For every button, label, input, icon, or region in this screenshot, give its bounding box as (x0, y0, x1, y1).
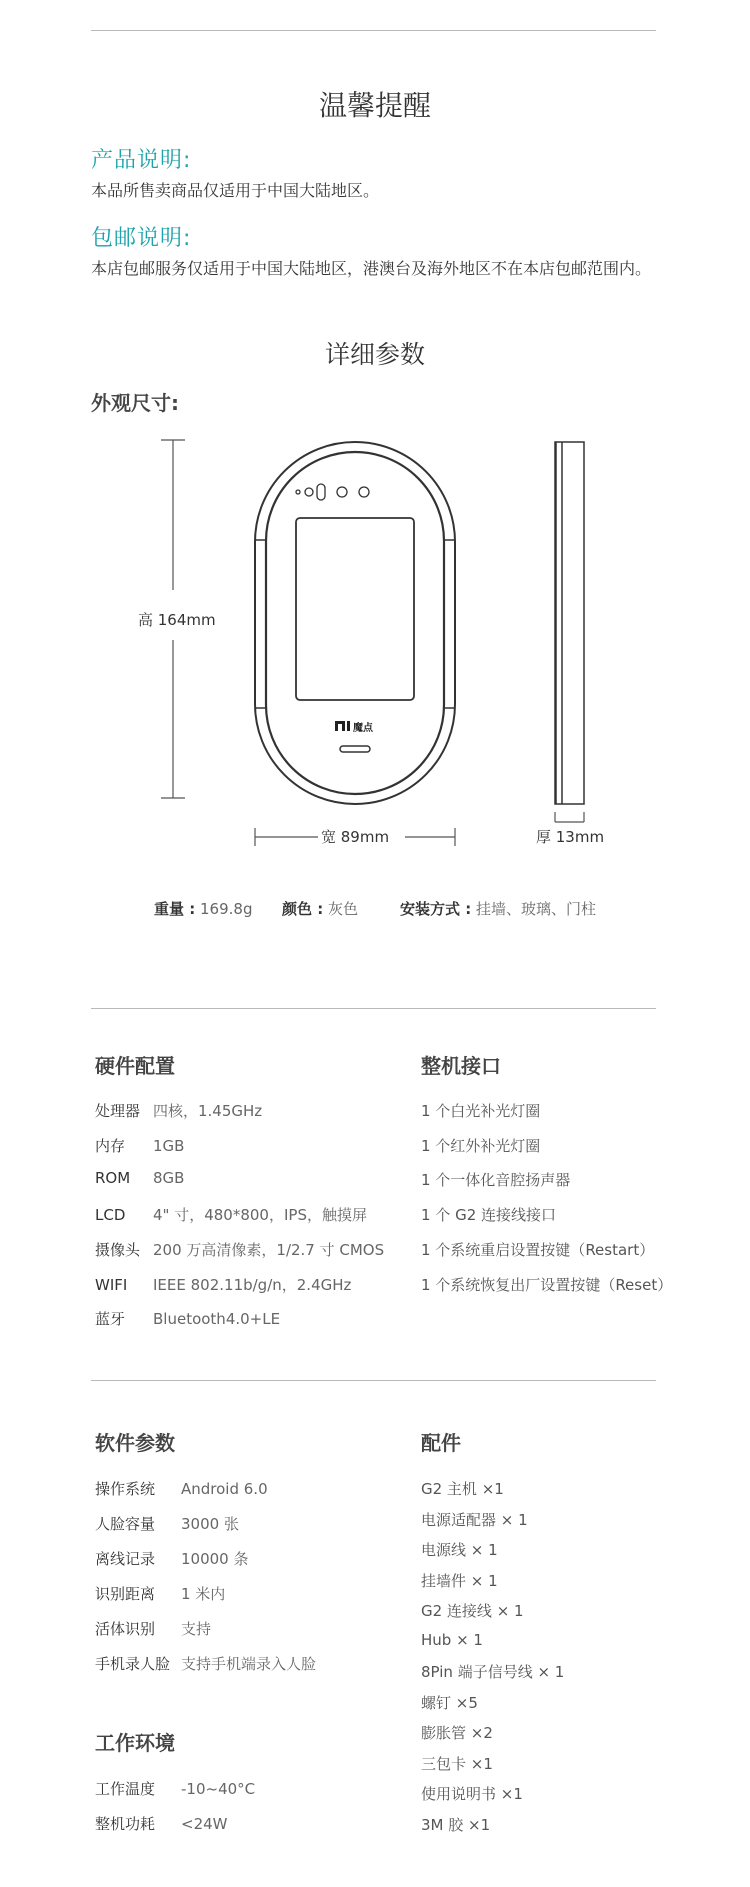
accessory-item: 8Pin 端子信号线 × 1 (421, 1663, 565, 1681)
device-outer-frame (255, 442, 455, 804)
environment-row (95, 1778, 255, 1799)
interface-item: 1 个一体化音腔扬声器 (421, 1171, 571, 1190)
software-row-value: 1 米内 (181, 1585, 226, 1603)
interface-item: 1 个 G2 连接线接口 (421, 1206, 557, 1225)
software-row-value: Android 6.0 (181, 1480, 268, 1498)
accessory-item: 挂墙件 × 1 (421, 1571, 498, 1590)
software-row (95, 1548, 249, 1569)
hardware-row (95, 1274, 351, 1295)
spec-weight: 重量 : 169.8g (154, 900, 253, 918)
interface-item: 1 个红外补光灯圈 (421, 1136, 541, 1155)
accessory-item: Hub × 1 (421, 1630, 483, 1649)
product-text: 本品所售卖商品仅适用于中国大陆地区。 (91, 181, 380, 200)
home-button (340, 746, 370, 752)
appearance-heading: 外观尺寸: (91, 391, 179, 415)
software-row (95, 1478, 268, 1499)
divider (91, 1380, 656, 1381)
brand-logo (335, 721, 350, 731)
environment-row-key: 整机功耗 (95, 1815, 156, 1833)
device-dimension-drawing (120, 430, 640, 850)
camera-sensors (296, 484, 369, 500)
software-row-value: 支持手机端录入人脸 (181, 1655, 317, 1673)
environment-row (95, 1813, 228, 1834)
hardware-row-value: 1GB (153, 1136, 185, 1155)
software-row-value: 10000 条 (181, 1550, 249, 1568)
software-row (95, 1653, 316, 1674)
hardware-row (95, 1135, 184, 1156)
hardware-row-value: 8GB (153, 1169, 185, 1188)
hardware-row (95, 1100, 262, 1121)
hardware-row-key: 摄像头 (95, 1240, 141, 1259)
interface-item: 1 个系统重启设置按键（Restart） (421, 1240, 655, 1259)
hardware-row-value: IEEE 802.11b/g/n，2.4GHz (153, 1275, 352, 1294)
accessory-item: 螺钉 ×5 (421, 1693, 478, 1712)
software-row-key: 活体识别 (95, 1620, 156, 1638)
divider (91, 30, 656, 31)
software-row (95, 1618, 211, 1639)
depth-dimension-line (555, 812, 584, 822)
spec-color: 颜色 : 灰色 (282, 900, 359, 918)
hardware-row-value: 200 万高清像素，1/2.7 寸 CMOS (153, 1240, 385, 1259)
shipping-heading: 包邮说明: (91, 226, 192, 251)
software-row (95, 1583, 225, 1604)
details-title: 详细参数 (324, 340, 425, 369)
hardware-row-key: WIFI (95, 1275, 128, 1294)
accessory-item: 使用说明书 ×1 (421, 1785, 523, 1803)
hardware-row-key: ROM (95, 1169, 131, 1188)
hardware-row-key: LCD (95, 1206, 126, 1225)
environment-row-value: -10~40°C (181, 1780, 256, 1798)
product-heading: 产品说明: (91, 148, 192, 173)
accessory-item: G2 连接线 × 1 (421, 1602, 524, 1620)
environment-heading: 工作环境 (95, 1731, 175, 1755)
hardware-row-value: 4" 寸，480*800，IPS，触摸屏 (153, 1206, 367, 1225)
accessory-item: 电源适配器 × 1 (421, 1510, 528, 1529)
interface-item: 1 个系统恢复出厂设置按键（Reset） (421, 1275, 673, 1294)
hardware-row-value: Bluetooth4.0+LE (153, 1310, 281, 1329)
software-row (95, 1513, 239, 1534)
software-row-key: 人脸容量 (95, 1515, 156, 1533)
shipping-text: 本店包邮服务仅适用于中国大陆地区，港澳台及海外地区不在本店包邮范围内。 (91, 259, 652, 278)
software-heading: 软件参数 (95, 1431, 175, 1455)
device-inner-frame (266, 452, 444, 794)
accessory-item: 三包卡 ×1 (421, 1754, 493, 1773)
device-screen (296, 518, 414, 700)
width-label: 宽 89mm (321, 828, 390, 846)
accessory-item: 膨胀管 ×2 (421, 1724, 493, 1742)
interfaces-heading: 整机接口 (421, 1054, 501, 1078)
depth-label: 厚 13mm (536, 828, 605, 846)
software-row-key: 操作系统 (95, 1480, 156, 1498)
software-row-key: 离线记录 (95, 1550, 156, 1568)
notice-title: 温馨提醒 (318, 89, 431, 122)
software-row-value: 支持 (181, 1620, 212, 1638)
hardware-row (95, 1204, 367, 1225)
brand-logo-text: 魔点 (353, 723, 373, 734)
accessory-item: 3M 胶 ×1 (421, 1815, 491, 1834)
interface-item: 1 个白光补光灯圈 (421, 1102, 541, 1120)
hardware-row (95, 1308, 280, 1329)
hardware-row-key: 内存 (95, 1136, 126, 1155)
environment-row-value: <24W (181, 1815, 228, 1833)
hardware-row-key: 蓝牙 (95, 1310, 126, 1329)
height-label: 高 164mm (138, 611, 216, 629)
device-side-view (555, 442, 584, 804)
hardware-row-key: 处理器 (95, 1102, 141, 1120)
spec-install: 安装方式 : 挂墙、玻璃、门柱 (400, 900, 597, 918)
environment-row-key: 工作温度 (95, 1780, 156, 1798)
accessories-heading: 配件 (421, 1431, 461, 1455)
divider (91, 1008, 656, 1009)
hardware-row-value: 四核，1.45GHz (153, 1102, 263, 1120)
accessory-item: G2 主机 ×1 (421, 1480, 504, 1498)
hardware-row (95, 1169, 184, 1187)
software-row-key: 手机录人脸 (95, 1655, 171, 1673)
hardware-heading: 硬件配置 (95, 1054, 175, 1078)
hardware-row (95, 1239, 384, 1260)
software-row-key: 识别距离 (95, 1585, 156, 1603)
software-row-value: 3000 张 (181, 1515, 239, 1533)
accessory-item: 电源线 × 1 (421, 1541, 498, 1559)
